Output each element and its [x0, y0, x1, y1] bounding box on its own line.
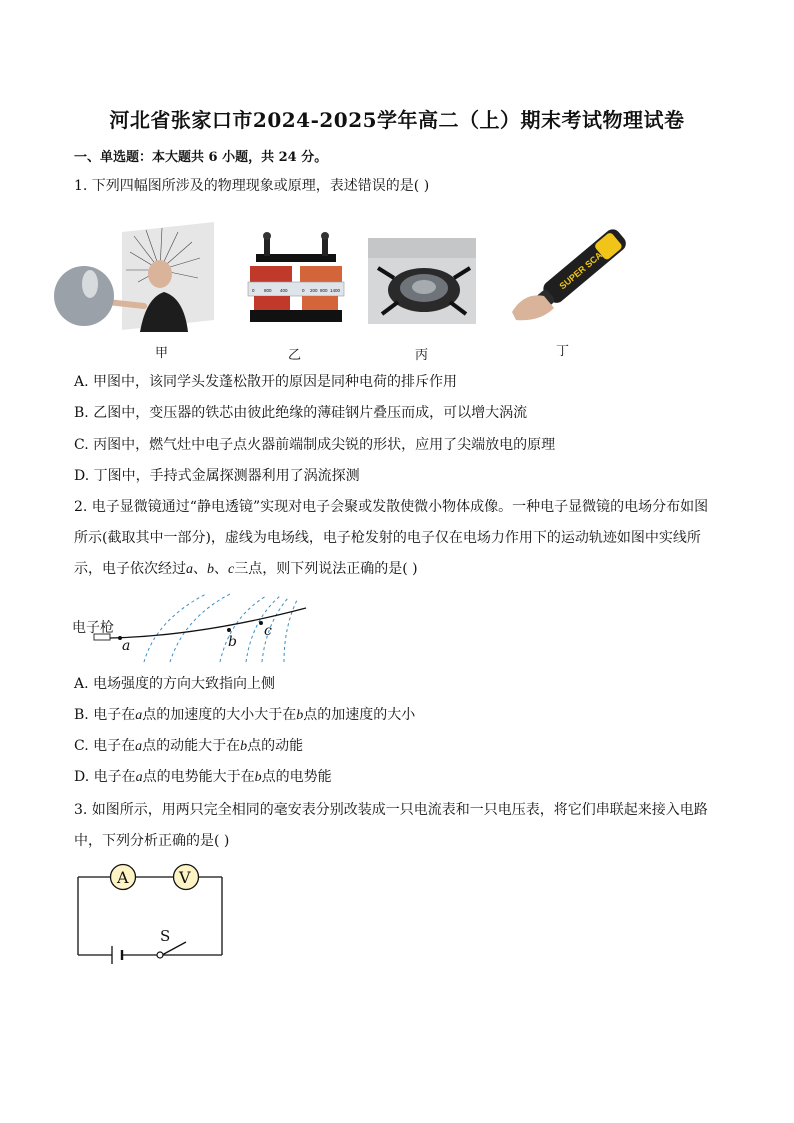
q2-stem-line2: 所示(截取其中一部分)，虚线为电场线，电子枪发射的电子仅在电场力作用下的运动轨迹如图中实线所	[74, 530, 701, 546]
figure-ding-image	[510, 222, 636, 326]
transformer-mark: 1400	[330, 288, 341, 293]
figure-jia-image	[74, 222, 216, 332]
q2-option-b[interactable]: B. 电子在a点的加速度的大小大于在b点的加速度的大小	[74, 707, 416, 723]
transformer-mark: 200	[310, 288, 318, 293]
point-b-label: b	[228, 634, 237, 650]
figure-bing-image	[368, 238, 476, 324]
figure-yi-image	[246, 226, 346, 324]
section-heading: 一、单选题：本大题共 6 小题，共 24 分。	[74, 150, 328, 165]
q2-stem-line1: 2. 电子显微镜通过“静电透镜”实现对电子会聚或发散使微小物体成像。一种电子显微镜的电场分布如图	[74, 499, 709, 515]
figure-label-ding: 丁	[556, 344, 570, 359]
page-title: 河北省张家口市2024-2025学年高二（上）期末考试物理试卷	[109, 108, 685, 132]
electron-trajectory-figure	[70, 590, 320, 662]
point-c-label: c	[264, 623, 272, 639]
point-a-label: a	[122, 638, 131, 654]
q1-option-d[interactable]: D. 丁图中，手持式金属探测器利用了涡流探测	[74, 468, 360, 484]
q2-stem-line3: 示，电子依次经过a、b、c三点，则下列说法正确的是( )	[74, 561, 418, 577]
q3-stem-line1: 3. 如图所示，用两只完全相同的毫安表分别改装成一只电流表和一只电压表，将它们串联起来接入电路	[74, 802, 708, 818]
q2-option-c[interactable]: C. 电子在a点的动能大于在b点的动能	[74, 738, 304, 754]
detector-brand-text: SUPER SCANN	[557, 241, 615, 292]
voltmeter-symbol: V	[179, 868, 191, 887]
transformer-mark: 800	[320, 288, 328, 293]
transformer-mark: 0	[302, 288, 305, 293]
transformer-mark: 0	[252, 288, 255, 293]
switch-label: S	[160, 927, 171, 945]
q1-option-a[interactable]: A. 甲图中，该同学头发蓬松散开的原因是同种电荷的排斥作用	[74, 374, 458, 390]
ammeter-symbol: A	[117, 868, 129, 887]
figure-label-bing: 丙	[415, 348, 429, 363]
q3-stem-line2: 中，下列分析正确的是( )	[74, 833, 230, 849]
circuit-diagram	[74, 862, 226, 972]
q1-stem: 1. 下列四幅图所涉及的物理现象或原理，表述错误的是( )	[74, 178, 430, 194]
figure-label-yi: 乙	[288, 348, 302, 363]
q1-option-c[interactable]: C. 丙图中，燃气灶中电子点火器前端制成尖锐的形状，应用了尖端放电的原理	[74, 437, 556, 453]
q1-option-b[interactable]: B. 乙图中，变压器的铁芯由彼此绝缘的薄硅钢片叠压而成，可以增大涡流	[74, 405, 528, 421]
q2-option-d[interactable]: D. 电子在a点的电势能大于在b点的电势能	[74, 769, 332, 785]
q2-option-a[interactable]: A. 电场强度的方向大致指向上侧	[74, 676, 276, 692]
transformer-mark: 800	[264, 288, 272, 293]
figure-label-jia: 甲	[155, 346, 169, 361]
electron-gun-label: 电子枪	[72, 620, 114, 636]
transformer-mark: 400	[280, 288, 288, 293]
